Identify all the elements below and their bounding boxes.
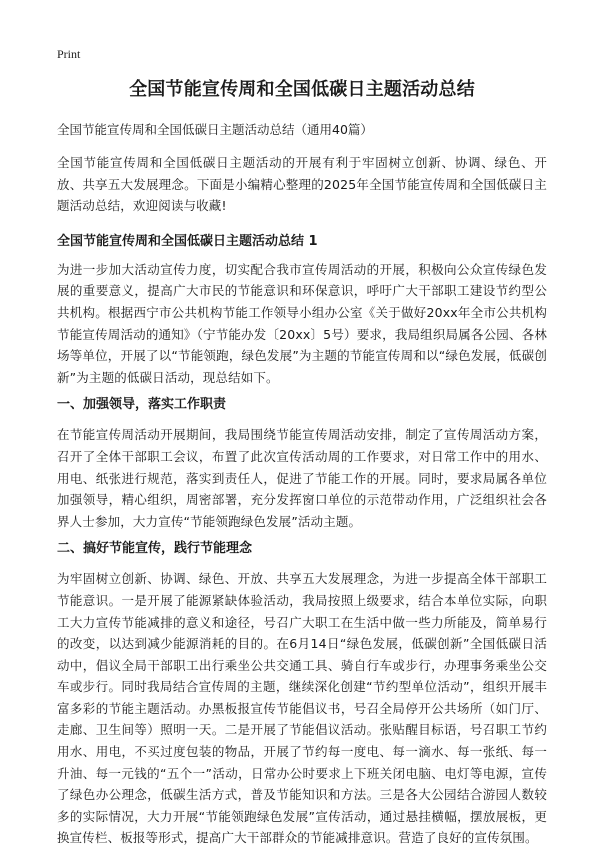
article-heading: 全国节能宣传周和全国低碳日主题活动总结 1: [57, 233, 318, 249]
paragraph-1: 为进一步加大活动宣传力度，切实配合我市宣传周活动的开展，积极向公众宣传绿色发展的重要意义，提高广大市民的节能意识和环保意识，呼吁广大干部职工建设节约型公共机构。根据西宁市公共机构节能工作领导小组办公室《关于做好20xx年全市公共机构节能宣传周活动的通知》（宁节能办发〔20xx〕5号）要求，我局组织局属各公园、各林场等单位，开展了以“节能领跑，绿色发展”为主题的节能宣传周和以“绿色发展，低碳创新”为主题的低碳日活动，现总结如下。: [57, 261, 547, 385]
intro-paragraph: 全国节能宣传周和全国低碳日主题活动的开展有利于牢固树立创新、协调、绿色、开放、共享五大发展理念。下面是小编精心整理的2025年全国节能宣传周和全国低碳日主题活动总结，欢迎阅读与收藏!: [57, 155, 547, 214]
document-body: [57, 76, 547, 855]
section-2-text: 为牢固树立创新、协调、绿色、开放、共享五大发展理念，为进一步提高全体干部职工节能意识。一是开展了能源紧缺体验活动，我局按照上级要求，结合本单位实际，向职工大力宣传节能减排的意义和途径，号召广大职工在生活中做一些力所能及，简单易行的改变，以达到减少能源消耗的目的。在6月14日“绿色发展，低碳创新”全国低碳日活动中，倡议全局干部职工出行乘坐公共交通工具、骑自行车或步行，办理事务乘坐公交车或步行。同时我局结合宣传周的主题，继续深化创建“节约型单位活动”，组织开展丰富多彩的节能主题活动。办黑板报宣传节能倡议书，号召全局停开公共场所（如门厅、走廊、卫生间等）照明一天。二是开展了节能倡议活动。张贴醒目标语，号召职工节约用水、用电，不买过度包装的物品，开展了节约每一度电、每一滴水、每一张纸、每一升油、每一元钱的“五个一”活动，日常办公时要求上下班关闭电脑、电灯等电源，宣传了绿色办公理念，低碳生活方式，普及节能知识和方法。三是各大公园结合游园人数较多的实际情况，大力开展“节能领跑绿色发展”宣传活动，通过悬挂横幅，摆放展板，更换宣传栏、板报等形式，提高广大干部群众的节能减排意识。营造了良好的宣传氛围。: [57, 571, 547, 846]
document-subtitle: 全国节能宣传周和全国低碳日主题活动总结（通用40篇）: [57, 122, 373, 137]
section-1-text: 在节能宣传周活动开展期间，我局围绕节能宣传周活动安排，制定了宣传周活动方案，召开了全体干部职工会议，布置了此次宣传活动周的工作要求，对日常工作中的用水、用电、纸张进行规范，落实到责任人，促进了节能工作的开展。同时，要求局属各单位加强领导，精心组织，周密部署，充分发挥窗口单位的示范带动作用，广泛组织社会各界人士参加，大力宣传“节能领跑绿色发展”活动主题。: [57, 427, 547, 529]
section-1-heading: 一、加强领导，落实工作职责: [57, 397, 227, 413]
print-link[interactable]: Print: [57, 47, 81, 61]
document-title: 全国节能宣传周和全国低碳日主题活动总结: [129, 79, 475, 100]
section-2-heading: 二、搞好节能宣传，践行节能理念: [57, 541, 253, 557]
